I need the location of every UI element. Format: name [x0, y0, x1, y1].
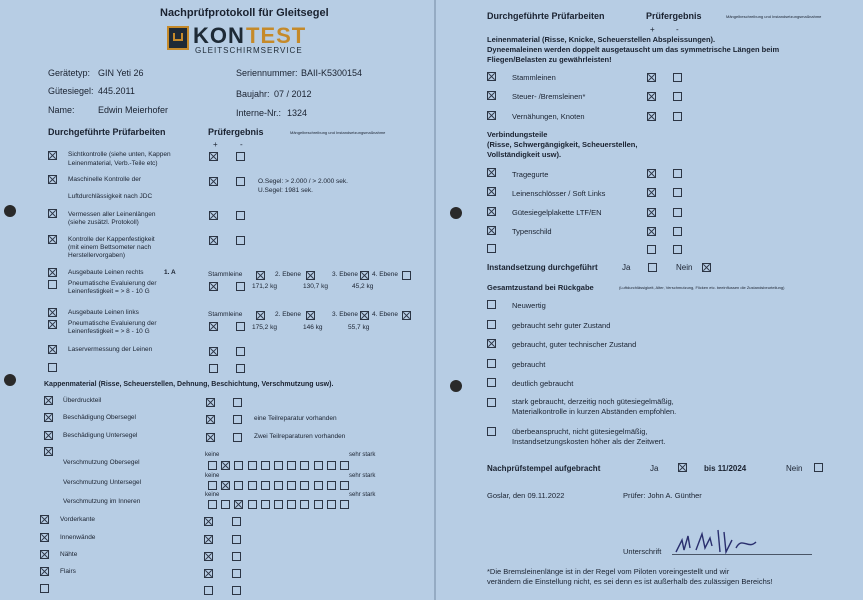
stempel-nein-checkbox[interactable]: [814, 463, 823, 472]
plus-checkbox[interactable]: [209, 322, 218, 331]
ueberdruck-label: Überdruckteil: [63, 397, 102, 404]
scale-box[interactable]: [274, 481, 283, 490]
minus-checkbox[interactable]: [236, 282, 245, 291]
plus-checkbox[interactable]: [204, 552, 213, 561]
minus-checkbox[interactable]: [236, 211, 245, 220]
verb-header-line1: Verbindungsteile: [487, 130, 548, 139]
scale-box[interactable]: [327, 481, 336, 490]
plus-checkbox[interactable]: [209, 236, 218, 245]
instand-ja-checkbox[interactable]: [648, 263, 657, 272]
kontr-line1: Kontrolle der Kappenfestigkeit: [68, 236, 155, 243]
row-check[interactable]: [48, 175, 57, 184]
stempel-ja-checkbox[interactable]: [678, 463, 687, 472]
result-header: Prüfergebnis: [208, 127, 264, 137]
ort-datum: Goslar, den 09.11.2022: [487, 491, 565, 500]
minus-checkbox[interactable]: [673, 245, 682, 254]
minus-checkbox[interactable]: [673, 73, 682, 82]
minus-header: -: [240, 140, 243, 149]
scale-box[interactable]: [300, 461, 309, 470]
ebene4-label: 4. Ebene: [372, 271, 399, 278]
links-value3: 55,7 kg: [348, 324, 370, 331]
footnote-line2: verändern die Einstellung nicht, es sei denn es ist außerhalb des zulässigen Bereichs!: [487, 577, 773, 586]
scale-box[interactable]: [314, 500, 323, 509]
pneu-line1: Pneumatische Evaluierung der: [68, 320, 157, 327]
plus-checkbox[interactable]: [647, 169, 656, 178]
signature-scribble: [672, 526, 762, 556]
minus-checkbox[interactable]: [236, 177, 245, 186]
plus-checkbox[interactable]: [647, 245, 656, 254]
scale-box[interactable]: [234, 500, 243, 509]
scale-box[interactable]: [340, 461, 349, 470]
row-check[interactable]: [40, 515, 49, 524]
row-check[interactable]: [48, 308, 57, 317]
row-check[interactable]: [48, 363, 57, 372]
row-check[interactable]: [40, 533, 49, 542]
guetesiegelplakette-label: Gütesiegelplakette LTF/EN: [512, 208, 602, 217]
logo-subtitle: GLEITSCHIRMSERVICE: [195, 46, 303, 55]
zustand-gut-label: gebraucht, guter technischer Zustand: [512, 340, 637, 349]
plus-checkbox[interactable]: [647, 227, 656, 236]
zustand-gebraucht-checkbox[interactable]: [487, 359, 496, 368]
ebene3-label: 3. Ebene: [332, 271, 359, 278]
row-check[interactable]: [44, 396, 53, 405]
seriennummer-label: Seriennummer:: [236, 68, 298, 78]
punch-hole: [450, 207, 462, 219]
row-check[interactable]: [48, 151, 57, 160]
scale-box[interactable]: [234, 461, 243, 470]
result-header: Prüfergebnis: [646, 11, 702, 21]
verb-header-line2: (Risse, Schwergängigkeit, Scheuerstellen,: [487, 140, 638, 149]
links-label: Ausgebaute Leinen links: [68, 309, 139, 316]
zustand-ueber-line2: Instandsetzungskosten höher als der Zeitwert.: [512, 437, 666, 446]
minus-checkbox[interactable]: [233, 433, 242, 442]
ebene4-checkbox[interactable]: [402, 311, 411, 320]
minus-checkbox[interactable]: [232, 535, 241, 544]
ebene3-label: 3. Ebene: [332, 311, 359, 318]
row-check[interactable]: [48, 345, 57, 354]
zustand-neuwertig-checkbox[interactable]: [487, 300, 496, 309]
kontr-line3: Herstellervorgaben): [68, 252, 126, 259]
rechts-value3: 45,2 kg: [352, 283, 374, 290]
links-value1: 175,2 kg: [252, 324, 277, 331]
scale-box[interactable]: [300, 481, 309, 490]
stempel-label: Nachprüfstempel aufgebracht: [487, 464, 601, 473]
zustand-stark-line1: stark gebraucht, derzeitig noch gütesiegelmäßig,: [512, 397, 674, 406]
minus-checkbox[interactable]: [232, 517, 241, 526]
minus-checkbox[interactable]: [232, 552, 241, 561]
scale-box[interactable]: [221, 461, 230, 470]
pruefer: Prüfer: John A. Günther: [623, 491, 702, 500]
scale-box[interactable]: [287, 500, 296, 509]
right-page: [436, 0, 863, 600]
sicht-line1: Sichtkontrolle (siehe unten, Kappen: [68, 151, 171, 158]
zustand-sehr-gut-label: gebraucht sehr guter Zustand: [512, 321, 611, 330]
row-check[interactable]: [40, 550, 49, 559]
pneu-line1: Pneumatische Evaluierung der: [68, 280, 157, 287]
plus-checkbox[interactable]: [209, 211, 218, 220]
scale-box[interactable]: [274, 461, 283, 470]
scale-box[interactable]: [314, 461, 323, 470]
minus-checkbox[interactable]: [673, 92, 682, 101]
scale-box[interactable]: [221, 500, 230, 509]
plus-header: +: [213, 140, 218, 149]
kontr-line2: (mit einem Bettsometer nach: [68, 244, 152, 251]
verm-line2: (siehe zusätzl. Protokoll): [68, 219, 139, 226]
guetesiegel-value: 445.2011: [98, 86, 135, 96]
leinen-header-line1: Leinenmaterial (Risse, Knicke, Scheuerstellen Abspleissungen).: [487, 35, 716, 44]
scale-box[interactable]: [327, 500, 336, 509]
row-check[interactable]: [487, 72, 496, 81]
plus-checkbox[interactable]: [647, 112, 656, 121]
scale-box[interactable]: [261, 461, 270, 470]
scale-box[interactable]: [274, 500, 283, 509]
row-check[interactable]: [44, 447, 53, 456]
geraetetyp-label: Gerätetyp:: [48, 68, 91, 78]
scale-box[interactable]: [287, 481, 296, 490]
plus-checkbox[interactable]: [206, 433, 215, 442]
plus-checkbox[interactable]: [209, 177, 218, 186]
plus-checkbox[interactable]: [209, 282, 218, 291]
minus-checkbox[interactable]: [236, 152, 245, 161]
verb-header-line3: Vollständigkeit usw).: [487, 150, 562, 159]
ebene2-label: 2. Ebene: [275, 311, 302, 318]
plus-header: +: [650, 25, 655, 34]
plus-checkbox[interactable]: [204, 586, 213, 595]
stammleinen-label: Stammleinen: [512, 73, 556, 82]
minus-checkbox[interactable]: [673, 112, 682, 121]
zustand-gebraucht-label: gebraucht: [512, 360, 546, 369]
footnote-line1: *Die Bremsleinenlänge ist in der Regel vom Piloten voreingestellt und wir: [487, 567, 730, 576]
row-check[interactable]: [487, 207, 496, 216]
row-check[interactable]: [48, 235, 57, 244]
scale-box[interactable]: [314, 481, 323, 490]
kontest-logo-icon-mark: [173, 33, 183, 41]
minus-checkbox[interactable]: [673, 227, 682, 236]
row-check[interactable]: [48, 209, 57, 218]
innenwaende-label: Innenwände: [60, 534, 96, 541]
leinen-header-line3: Fliegen/Belasten zu gewährleisten!: [487, 55, 612, 64]
row-check[interactable]: [487, 244, 496, 253]
minus-checkbox[interactable]: [673, 208, 682, 217]
minus-checkbox[interactable]: [236, 236, 245, 245]
ebene3-checkbox[interactable]: [360, 271, 369, 280]
typenschild-label: Typenschild: [512, 227, 552, 236]
kontest-logo: [165, 25, 315, 59]
instand-nein-checkbox[interactable]: [702, 263, 711, 272]
stammleine-label: Stammleine: [208, 271, 243, 278]
rechts-value1: 171,2 kg: [252, 283, 277, 290]
baujahr-value: 07 / 2012: [274, 89, 312, 99]
scale-sehr-stark: sehr stark: [349, 492, 376, 498]
name-label: Name:: [48, 105, 75, 115]
zustand-neuwertig-label: Neuwertig: [512, 301, 546, 310]
logo-kon: KON: [193, 23, 245, 48]
scale-box[interactable]: [340, 481, 349, 490]
scale-box[interactable]: [208, 461, 217, 470]
scale-sehr-stark: sehr stark: [349, 473, 376, 479]
rechts-label: Ausgebaute Leinen rechts: [68, 269, 144, 276]
instand-label: Instandsetzung durchgeführt: [487, 263, 598, 272]
besch-unter-label: Beschädigung Untersegel: [63, 432, 138, 439]
masch-line2: Luftdurchlässigkeit nach JDC: [68, 193, 153, 200]
zustand-deutlich-label: deutlich gebraucht: [512, 379, 574, 388]
ebene2-checkbox[interactable]: [306, 271, 315, 280]
minus-checkbox[interactable]: [236, 322, 245, 331]
plus-checkbox[interactable]: [647, 188, 656, 197]
note-header: Mängelbeschreibung und Instandsetzungsmaßnahme: [290, 130, 386, 135]
zustand-gut-checkbox[interactable]: [487, 339, 496, 348]
page-title: Nachprüfprotokoll für Gleitsegel: [160, 7, 329, 19]
plus-checkbox[interactable]: [647, 92, 656, 101]
scale-keine: keine: [205, 473, 220, 479]
scale-keine: keine: [205, 492, 220, 498]
geraetetyp-value: GIN Yeti 26: [98, 68, 144, 78]
row-check[interactable]: [487, 168, 496, 177]
plus-checkbox[interactable]: [209, 347, 218, 356]
leinen-header-line2: Dyneemaleinen werden doppelt ausgetauscht um das symmetrische Längen beim: [487, 45, 780, 54]
steuer-label: Steuer- /Bremsleinen*: [512, 92, 586, 101]
pneu-line2: Leinenfestigkeit = > 8 - 10 G: [68, 288, 150, 295]
naehte-label: Nähte: [60, 551, 78, 558]
stempel-bis: bis 11/2024: [704, 464, 747, 473]
plus-checkbox[interactable]: [647, 208, 656, 217]
masch-note1: O.Segel: > 2.000 / > 2.000 sek.: [258, 178, 348, 185]
scale-box[interactable]: [248, 461, 257, 470]
scale-box[interactable]: [248, 500, 257, 509]
row-check[interactable]: [48, 320, 57, 329]
laser-label: Laservermessung der Leinen: [68, 346, 153, 353]
versch-unter-label: Verschmutzung Untersegel: [63, 479, 142, 486]
seriennummer-value: BAII-K5300154: [301, 68, 363, 78]
ebene2-checkbox[interactable]: [306, 311, 315, 320]
minus-checkbox[interactable]: [232, 586, 241, 595]
minus-checkbox[interactable]: [233, 415, 242, 424]
unterschrift-label: Unterschrift: [623, 547, 662, 556]
besch-ober-note: eine Teilreparatur vorhanden: [254, 415, 337, 422]
guetesiegel-label: Gütesiegel:: [48, 86, 94, 96]
row-check[interactable]: [487, 91, 496, 100]
row-check[interactable]: [487, 226, 496, 235]
stammleine-checkbox[interactable]: [256, 311, 265, 320]
minus-checkbox[interactable]: [673, 188, 682, 197]
row-check[interactable]: [48, 268, 57, 277]
besch-ober-label: Beschädigung Obersegel: [63, 414, 136, 421]
stammleine-label: Stammleine: [208, 311, 243, 318]
minus-checkbox[interactable]: [236, 364, 245, 373]
plus-checkbox[interactable]: [647, 73, 656, 82]
scale-box[interactable]: [248, 481, 257, 490]
zustand-ueber-checkbox[interactable]: [487, 427, 496, 436]
scale-box[interactable]: [208, 481, 217, 490]
ebene2-label: 2. Ebene: [275, 271, 302, 278]
gesamt-note: (Luftdurchlässigkeit, Alter, Verschmutzung, Flicken etc. beeinflussen die Zustandsbeurteilung): [619, 285, 785, 290]
row-check[interactable]: [487, 111, 496, 120]
ebene4-checkbox[interactable]: [402, 271, 411, 280]
row-check[interactable]: [40, 584, 49, 593]
instand-nein-label: Nein: [676, 263, 693, 272]
leinenschloesser-label: Leinenschlösser / Soft Links: [512, 189, 606, 198]
internr-label: Interne-Nr.:: [236, 108, 282, 118]
scale-box[interactable]: [208, 500, 217, 509]
scale-box[interactable]: [261, 481, 270, 490]
plus-checkbox[interactable]: [206, 398, 215, 407]
logo-test: TEST: [246, 23, 307, 48]
zustand-sehr-gut-checkbox[interactable]: [487, 320, 496, 329]
scale-box[interactable]: [261, 500, 270, 509]
scale-sehr-stark: sehr stark: [349, 452, 376, 458]
zustand-stark-checkbox[interactable]: [487, 398, 496, 407]
plus-checkbox[interactable]: [204, 569, 213, 578]
name-value: Edwin Meierhofer: [98, 105, 169, 115]
plus-checkbox[interactable]: [209, 152, 218, 161]
stempel-ja-label: Ja: [650, 464, 659, 473]
vorderkante-label: Vorderkante: [60, 516, 96, 523]
ebene3-checkbox[interactable]: [360, 311, 369, 320]
rechts-a: 1. A: [164, 269, 176, 276]
internr-value: 1324: [287, 108, 308, 118]
plus-checkbox[interactable]: [204, 535, 213, 544]
pneu-line2: Leinenfestigkeit = > 8 - 10 G: [68, 328, 150, 335]
work-header: Durchgeführte Prüfarbeiten: [48, 127, 166, 137]
minus-checkbox[interactable]: [232, 569, 241, 578]
instand-ja-label: Ja: [622, 263, 631, 272]
rechts-value2: 130,7 kg: [303, 283, 328, 290]
scale-box[interactable]: [340, 500, 349, 509]
plus-checkbox[interactable]: [204, 517, 213, 526]
scale-box[interactable]: [221, 481, 230, 490]
versch-innen-label: Verschmutzung im Inneren: [63, 498, 141, 505]
scale-box[interactable]: [234, 481, 243, 490]
row-check[interactable]: [40, 567, 49, 576]
row-check[interactable]: [44, 413, 53, 422]
minus-checkbox[interactable]: [233, 398, 242, 407]
tragegurte-label: Tragegurte: [512, 170, 549, 179]
gesamt-header: Gesamtzustand bei Rückgabe: [487, 283, 594, 292]
masch-note2: U.Segel: 1981 sek.: [258, 187, 313, 194]
zustand-deutlich-checkbox[interactable]: [487, 378, 496, 387]
minus-checkbox[interactable]: [673, 169, 682, 178]
zustand-stark-line2: Materialkontrolle in kurzen Abständen empfohlen.: [512, 407, 677, 416]
scale-keine: keine: [205, 452, 220, 458]
ebene4-label: 4. Ebene: [372, 311, 399, 318]
row-check[interactable]: [44, 431, 53, 440]
plus-checkbox[interactable]: [209, 364, 218, 373]
minus-checkbox[interactable]: [236, 347, 245, 356]
scale-box[interactable]: [287, 461, 296, 470]
links-value2: 146 kg: [303, 324, 323, 331]
note-header: Mängelbeschreibung und Instandsetzungsmaßnahme: [726, 14, 822, 19]
stammleine-checkbox[interactable]: [256, 271, 265, 280]
baujahr-label: Baujahr:: [236, 89, 270, 99]
zustand-ueber-line1: überbeansprucht, nicht gütesiegelmäßig,: [512, 427, 648, 436]
verm-line1: Vermessen aller Leinenlängen: [68, 211, 156, 218]
besch-unter-note: Zwei Teilreparaturen vorhanden: [254, 433, 346, 440]
work-header: Durchgeführte Prüfarbeiten: [487, 11, 605, 21]
punch-hole: [4, 374, 16, 386]
masch-line1: Maschinelle Kontrolle der: [68, 176, 141, 183]
scale-box[interactable]: [327, 461, 336, 470]
flairs-label: Flairs: [60, 568, 76, 575]
versch-ober-label: Verschmutzung Obersegel: [63, 459, 140, 466]
minus-header: -: [676, 25, 679, 34]
kappen-header: Kappenmaterial (Risse, Scheuerstellen, Dehnung, Beschichtung, Verschmutzung usw).: [44, 381, 334, 388]
row-check[interactable]: [487, 187, 496, 196]
row-check[interactable]: [48, 280, 57, 289]
punch-hole: [450, 380, 462, 392]
punch-hole: [4, 205, 16, 217]
stempel-nein-label: Nein: [786, 464, 803, 473]
plus-checkbox[interactable]: [206, 415, 215, 424]
sicht-line2: Leinenmaterial, Verb.-Teile etc): [68, 160, 158, 167]
scale-box[interactable]: [300, 500, 309, 509]
vernaeh-label: Vernähungen, Knoten: [512, 112, 585, 121]
